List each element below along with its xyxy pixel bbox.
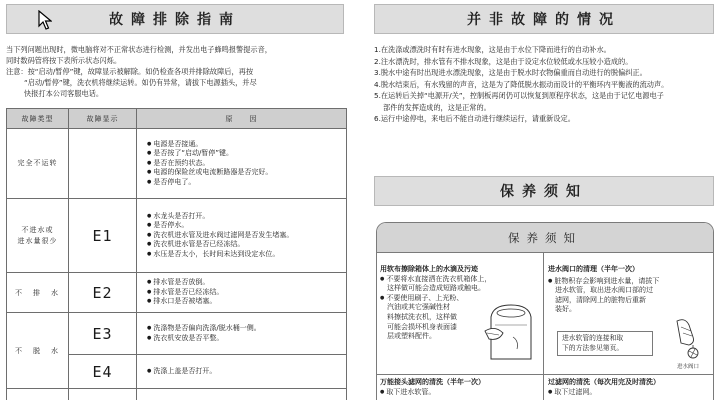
cause-item: ● 洗涤物是否偏向洗涤/脱水桶一侧。 (147, 324, 342, 334)
section-title: 过滤网的清洗（每次用完及时清洗） (548, 378, 660, 386)
care-item-continuation: 装好。 (555, 305, 576, 314)
table-row (7, 129, 347, 199)
cause-list (137, 199, 347, 273)
care-box (376, 222, 714, 400)
fault-type-cell: 完全不运转 (7, 129, 69, 199)
normal-situations-title-bar (374, 4, 714, 34)
troubleshooting-page (0, 0, 350, 400)
section-title: 用软布擦除箱体上的水滴及污迹 (380, 265, 478, 273)
cause-list (137, 313, 347, 355)
fault-code-cell (69, 129, 137, 199)
care-item: ● 脏物积存会影响到进水量，请拔下 (548, 277, 712, 287)
fault-code-cell: E4 (69, 355, 137, 389)
care-box-header (377, 223, 713, 253)
cause-item: ● 排水口是否被堵塞。 (147, 297, 342, 307)
cause-item: ● 是否按了“启动/暂停”键。 (147, 149, 342, 159)
fault-type-cell: 不 排 水 (7, 273, 69, 313)
care-title-bar (374, 176, 714, 206)
normal-situations-title: 并非故障的情况 (467, 12, 621, 28)
tip-line: 进水软管的连接和取 (562, 334, 624, 342)
care-box-horizontal-divider (377, 374, 714, 375)
cause-item: ● 洗衣机进水管及进水阀过滤网是否发生堵塞。 (147, 231, 342, 241)
hose-connection-tip (557, 331, 653, 356)
intro-note-line: “启动/暂停”键，洗衣机将继续运转。如仍有异常，请拔下电源插头，并尽 (24, 78, 257, 87)
cause-item: ● 电源是否接通。 (147, 140, 342, 150)
cause-item: ● 洗涤上盖是否打开。 (147, 367, 342, 377)
cause-item: ● 排水管是否已经冻结。 (147, 288, 342, 298)
table-row (7, 199, 347, 273)
intro-line: 同时数码管将按下表所示状态闪烁。 (6, 56, 122, 65)
care-item: ● 取下进水软管。 (380, 388, 540, 398)
care-item: ● 取下过滤网。 (548, 388, 712, 398)
cause-list (137, 273, 347, 313)
care-item: ● 不要使用刷子、上光粉、 (380, 294, 540, 304)
cause-item: ● 是否在预约状态。 (147, 159, 342, 169)
inlet-valve-illustration (667, 315, 711, 365)
care-item: ● 不要将水直接洒在洗衣机箱体上， (380, 275, 540, 285)
cause-list (137, 355, 347, 389)
intro-note-line: 快报打本公司客服电话。 (24, 89, 104, 98)
cause-item: ● 是否停水。 (147, 221, 342, 231)
fault-code-cell: E1 (69, 199, 137, 273)
care-item-continuation: 滤网，清除网上的脏物后重新 (555, 295, 646, 304)
section-title: 进水阀口的清理（半年一次） (548, 265, 639, 273)
cause-item: ● 是否停电了。 (147, 178, 342, 188)
care-item-continuation: 料擦拭洗衣机，这样做 (387, 312, 457, 321)
table-row (7, 313, 347, 355)
troubleshooting-title-bar (6, 4, 344, 34)
care-box-vertical-divider (543, 253, 544, 400)
fault-type-cell: 不 脱 水 (7, 313, 69, 389)
troubleshooting-intro (6, 44, 346, 99)
cause-item: ● 电源的保险丝或电流断路器是否完好。 (147, 168, 342, 178)
mouse-cursor-icon (38, 10, 52, 30)
washer-wiping-illustration (483, 297, 539, 365)
fault-type-cell: 不进水或 进水量很少 (7, 199, 69, 273)
troubleshooting-title: 故障排除指南 (109, 12, 241, 28)
list-item: 2.注水漂洗时，排水管有不排水现象，这是由于设定水位较低或水压较小造成的。 (374, 56, 633, 66)
care-item-continuation: 层或塑料配件。 (387, 332, 436, 341)
filter-cleaning-section (548, 378, 712, 397)
section-title: 万能接头滤网的清洗（半年一次） (380, 378, 485, 386)
universal-joint-filter-section (380, 378, 540, 397)
list-item: 1.在洗涤或漂洗时有时有进水现象，这是由于水位下降而进行的自动补水。 (374, 45, 611, 54)
normal-situations-page (370, 0, 722, 400)
normal-situations-list (374, 44, 716, 125)
care-title: 保养须知 (500, 184, 588, 200)
header-fault-type: 故障类型 (7, 109, 69, 129)
cause-item: ● 排水管是否放倒。 (147, 278, 342, 288)
care-item-continuation: 可能会损坏机身表面漆 (387, 322, 457, 331)
table-row (7, 273, 347, 313)
cause-item: ● 水龙头是否打开。 (147, 212, 342, 222)
care-item-continuation: 这样做可能会造成短路或触电。 (387, 284, 485, 293)
header-cause: 原 因 (137, 109, 347, 129)
tip-line: 下的方法参见第页。 (562, 343, 624, 352)
list-item: 6.运行中途停电，来电后不能自动进行继续运行，请重新设定。 (374, 114, 575, 123)
fault-table-header (7, 109, 347, 129)
empty-cell (137, 389, 347, 400)
cause-item: ● 洗衣机安放是否平整。 (147, 334, 342, 344)
valve-caption: 进水阀口 (677, 364, 700, 370)
cause-item: ● 水压是否太小，长时间未达到设定水位。 (147, 250, 342, 260)
fault-code-cell: E3 (69, 313, 137, 355)
inlet-valve-cleaning-section (548, 265, 712, 315)
list-item-continuation: 部件的发挥造成的，这是正常的。 (383, 102, 491, 112)
header-fault-display: 故障显示 (69, 109, 137, 129)
fault-code-cell: E2 (69, 273, 137, 313)
care-item-continuation: 进水软管，取出进水阀口部的过 (555, 286, 653, 295)
list-item: 4.脱水结束后，有水残留的声音，这是为了降低脱水振动而设计的平衡环内平衡液的流动声。 (374, 79, 669, 89)
fault-table (6, 108, 347, 400)
empty-cell (69, 389, 137, 400)
empty-cell (7, 389, 69, 400)
cause-item: ● 洗衣机进水管是否已经冻结。 (147, 240, 342, 250)
cause-list (137, 129, 347, 199)
list-item: 5.在运转后关掉“电源开/关”，控制板再闭仍可以恢复到原程序状态，这是由于记忆电源电子 (374, 91, 664, 100)
intro-line: 当下列问题出现时，微电脑将对不正常状态进行检测，并发出电子蜂鸣报警提示音， (6, 45, 272, 54)
care-box-title: 保养须知 (508, 230, 582, 245)
table-row (7, 389, 347, 400)
care-item-continuation: 汽油或其它强碱性材 (387, 303, 450, 312)
list-item: 3.脱水中途有时出现进水漂洗现象，这是由于脱水时衣物偏重而自动进行的脱偏纠正。 (374, 68, 647, 77)
intro-note-line: 注意：按“启动/暂停”键，故障显示被解除。如仍检查各项并排除故障后，再按 (6, 67, 254, 76)
